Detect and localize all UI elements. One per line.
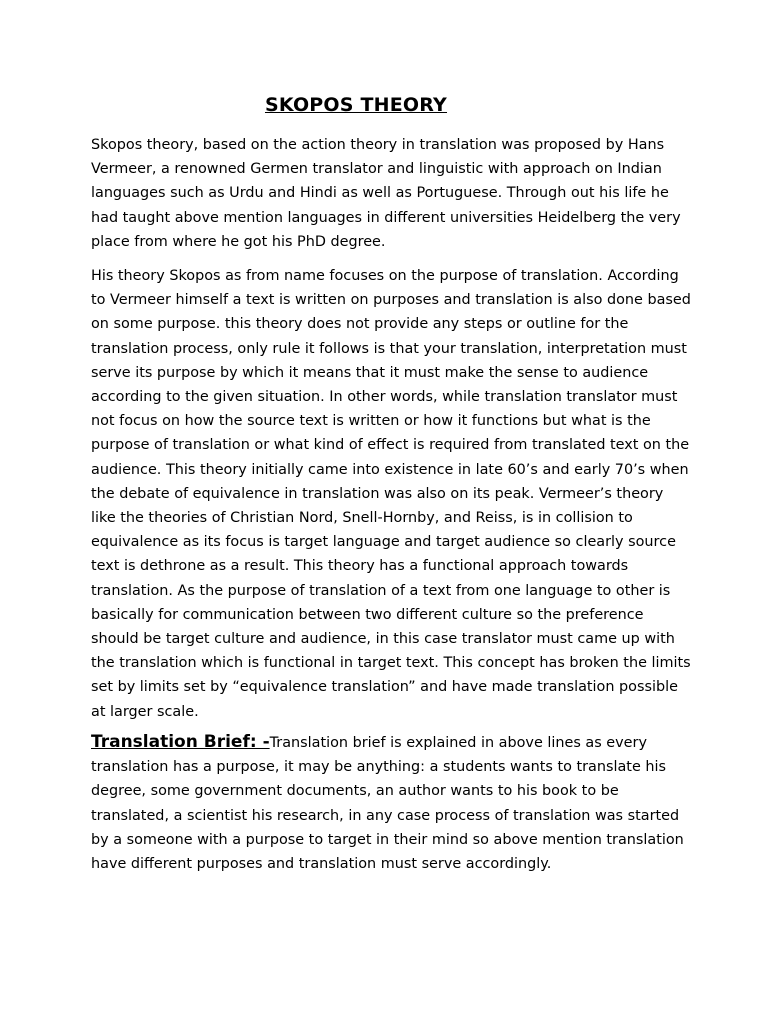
paragraph-intro: Skopos theory, based on the action theory in translation was proposed by Hans Vermeer, a renowned Germen translator and linguistic with approach on Indian languages such as Urdu and Hindi as well as Portuguese. Through out his life he had taught above mention languages in different universities Heidelberg the very place from where he got his PhD degree. — [91, 137, 681, 250]
paragraph-translation-brief — [91, 730, 691, 876]
document-title: SKOPOS THEORY — [264, 94, 448, 116]
translation-brief-heading: Translation Brief: - — [91, 732, 270, 752]
paragraph-theory: His theory Skopos as from name focuses on the purpose of translation. According to Vermeer himself a text is written on purposes and translation is also done based on some purpose. this theory does not provide any steps or outline for the translation process, only rule it follows is that your translation, interpretation must serve its purpose by which it means that it must make the sense to audience according to the given situation. In other words, while translation translator must not focus on how the source text is written or how it functions but what is the purpose of translation or what kind of effect is required from translated text on the audience. This theory initially came into existence in late 60’s and early 70’s when the debate of equivalence in translation was also on its peak. Vermeer’s theory like the theories of Christian Nord, Snell-Hornby, and Reiss, is in collision to equivalence as its focus is target language and target audience so clearly source text is dethrone as a result. This theory has a functional approach towards translation. As the purpose of translation of a text from one language to other is basically for communication between two different culture so the preference should be target culture and audience, in this case translator must came up with the translation which is functional in target text. This concept has broken the limits set by limits set by “equivalence translation” and have made translation possible at larger scale. — [91, 268, 691, 720]
translation-brief-text: Translation brief is explained in above lines as every translation has a purpose, it may be anything: a students wants to translate his degree, some government documents, an author wants to his book to be translated, a scientist his research, in any case process of translation was started by a someone with a purpose to target in their mind so above mention translation have different purposes and translation must serve accordingly. — [91, 735, 684, 873]
